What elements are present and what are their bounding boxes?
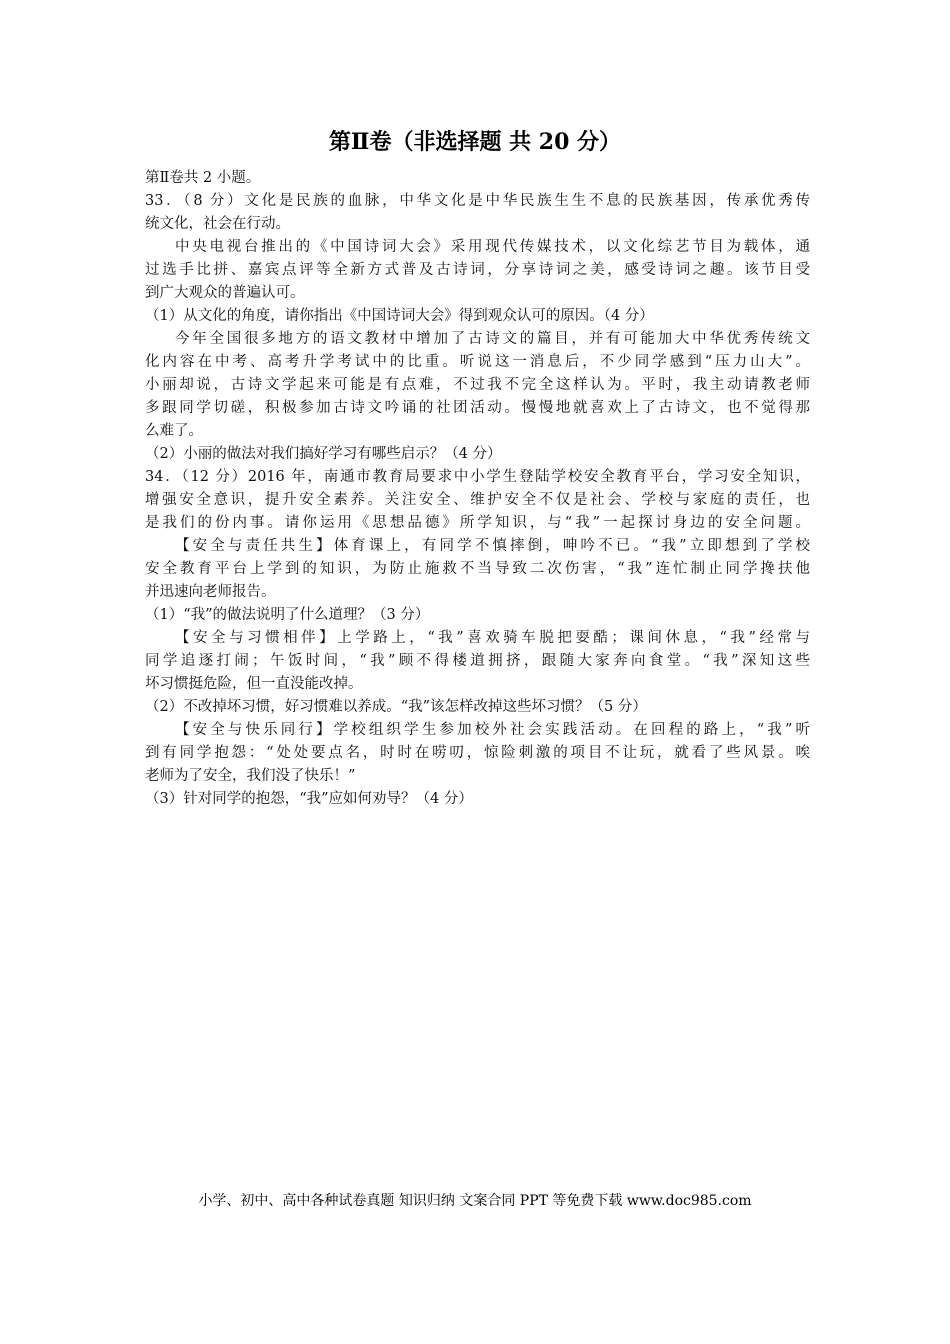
question-33-stem: 33．（8 分）文化是民族的血脉，中华文化是中华民族生生不息的民族基因，传承优秀传 xyxy=(145,193,810,209)
material-paragraph: 今年全国很多地方的语文教材中增加了古诗文的篇目，并有可能加大中华优秀传统文 xyxy=(175,331,810,347)
sub-question-33-1: （1）从文化的角度，请你指出《中国诗词大会》得到观众认可的原因。（4 分） xyxy=(145,308,654,324)
material-paragraph: 老师为了安全，我们没了快乐！” xyxy=(145,768,356,784)
material-paragraph: 中央电视台推出的《中国诗词大会》采用现代传媒技术，以文化综艺节目为载体，通 xyxy=(175,239,810,255)
material-paragraph: 么难了。 xyxy=(145,423,203,439)
material-paragraph: 小丽却说，古诗文学起来可能是有点难，不过我不完全这样认为。平时，我主动请教老师 xyxy=(145,377,810,393)
material-paragraph: 坏习惯挺危险，但一直没能改掉。 xyxy=(145,676,363,692)
material-paragraph: 同学追逐打闹；午饭时间，“我”顾不得楼道拥挤，跟随大家奔向食堂。“我”深知这些 xyxy=(145,653,810,669)
material-paragraph: 安全教育平台上学到的知识，为防止施救不当导致二次伤害，“我”连忙制止同学搀扶他 xyxy=(145,561,810,577)
sub-question-33-2: （2）小丽的做法对我们搞好学习有哪些启示？（4 分） xyxy=(145,446,502,462)
question-body xyxy=(145,167,810,811)
page-title: 第Ⅱ卷（非选择题 共 20 分） xyxy=(328,129,622,155)
question-34-stem-cont: 增强安全意识，提升安全素养。关注安全、维护安全不仅是社会、学校与家庭的责任，也 xyxy=(145,492,810,508)
material-paragraph: 【安全与快乐同行】学校组织学生参加校外社会实践活动。在回程的路上，“我”听 xyxy=(175,722,810,738)
material-paragraph: 到广大观众的普遍认可。 xyxy=(145,285,305,301)
question-33-stem-cont: 统文化，社会在行动。 xyxy=(145,216,290,232)
material-paragraph: 到有同学抱怨：“处处要点名，时时在唠叨，惊险刺激的项目不让玩，就看了些风景。唉 xyxy=(145,745,810,761)
material-paragraph: 过选手比拼、嘉宾点评等全新方式普及古诗词，分享诗词之美，感受诗词之趣。该节目受 xyxy=(145,262,810,278)
section-note: 第Ⅱ卷共 2 小题。 xyxy=(145,170,261,186)
material-paragraph: 多跟同学切磋，积极参加古诗文吟诵的社团活动。慢慢地就喜欢上了古诗文，也不觉得那 xyxy=(145,400,810,416)
question-34-stem-cont: 是我们的份内事。请你运用《思想品德》所学知识，与“我”一起探讨身边的安全问题。 xyxy=(145,515,810,531)
sub-question-34-3: （3）针对同学的抱怨，“我”应如何劝导？（4 分） xyxy=(145,791,473,807)
page-footer: 小学、初中、高中各种试卷真题 知识归纳 文案合同 PPT 等免费下载 www.doc985.com xyxy=(198,1193,752,1209)
material-paragraph: 化内容在中考、高考升学考试中的比重。听说这一消息后，不少同学感到“压力山大”。 xyxy=(145,354,810,370)
sub-question-34-1: （1）“我”的做法说明了什么道理？（3 分） xyxy=(145,607,430,623)
material-paragraph: 【安全与习惯相伴】上学路上，“我”喜欢骑车脱把耍酷；课间休息，“我”经常与 xyxy=(175,630,810,646)
material-paragraph: 并迅速向老师报告。 xyxy=(145,584,276,600)
material-paragraph: 【安全与责任共生】体育课上，有同学不慎摔倒，呻吟不已。“我”立即想到了学校 xyxy=(175,538,810,554)
sub-question-34-2: （2）不改掉坏习惯，好习惯难以养成。“我”该怎样改掉这些坏习惯？（5 分） xyxy=(145,699,647,715)
question-34-stem: 34．（12 分）2016 年，南通市教育局要求中小学生登陆学校安全教育平台，学习安全知识， xyxy=(145,469,810,485)
